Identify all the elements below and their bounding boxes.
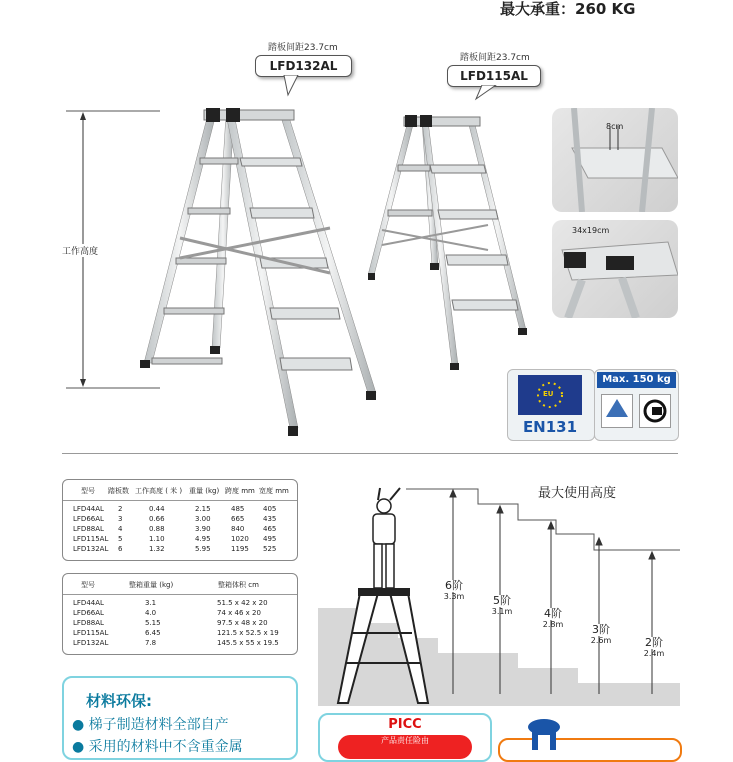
max-load-badge [594,369,679,441]
pack-table-cell: 51.5 x 42 x 20 [217,599,268,607]
tread-spacing-label: 踏板间距23.7cm [460,53,530,63]
working-height-label: 工作高度 [62,244,98,257]
worker-icon [524,713,564,750]
tread-width-label: 8cm [606,122,624,131]
spec-table-cell: 525 [263,545,277,553]
top-platform-label: 34x19cm [572,226,610,235]
spec-table-header [63,480,297,501]
pack-table-cell: LFD132AL [73,639,109,647]
spec-table-cell: 1.32 [149,545,165,553]
spec-header-cell: 宽度 mm [259,487,289,495]
feature-item-text: 采用的材料中不含重金属 [88,739,243,755]
spec-table-cell: 6 [118,545,123,553]
spec-table-cell: 0.66 [149,515,165,523]
height-level-steps: 3阶 [588,624,614,636]
pack-header-cell: 整箱重量 (kg) [129,581,174,589]
spec-header-cell: 型号 [81,487,95,495]
picc-insurance-box [318,713,492,762]
pack-header-cell: 整箱体积 cm [218,581,259,589]
height-level-value: 3.3m [443,592,465,601]
feature-item: ● 梯子制造材料全部自产 [72,717,229,733]
pack-table-cell: 4.0 [145,609,157,617]
pack-table-cell: LFD66AL [73,609,104,617]
callout-pointer [280,75,320,97]
pack-table-cell: 3.1 [145,599,157,607]
height-level-steps: 4阶 [540,608,566,620]
section-divider [62,453,678,454]
spec-table-cell: LFD66AL [73,515,104,523]
pack-table-cell: 7.8 [145,639,157,647]
ladder-lfd132al-image [130,108,390,443]
spec-table-cell: 405 [263,505,277,513]
height-chart-title: 最大使用高度 [538,486,617,501]
spec-table-cell: 5.95 [195,545,211,553]
spec-table [62,479,298,561]
spec-header-cell: 重量 (kg) [189,487,220,495]
tread-width-detail-photo [552,108,678,212]
eu-flag-icon [518,375,582,415]
height-level-value: 2.4m [643,649,665,658]
spec-table-cell: 3.00 [195,515,211,523]
spec-table-cell: 0.88 [149,525,165,533]
pack-table-cell: 5.15 [145,619,161,627]
packing-table [62,573,298,655]
spec-table-cell: 485 [231,505,245,513]
spec-table-cell: 465 [263,525,277,533]
eu-en131-badge [507,369,595,441]
top-platform-detail-photo [552,220,678,318]
height-level-value: 2.8m [542,620,564,629]
spec-table-cell: 4.95 [195,535,211,543]
spec-table-cell: 4 [118,525,123,533]
spec-table-cell: LFD115AL [73,535,109,543]
spec-header-cell: 工作高度 ( 米 ) [135,487,183,495]
spec-table-cell: 3 [118,515,123,523]
spec-header-cell: 跨度 mm [225,487,255,495]
spec-table-cell: 2 [118,505,123,513]
picc-title: PICC [388,717,422,732]
feature-item-text: 梯子制造材料全部自产 [88,717,229,733]
ladder-lfd115al-image [368,115,538,370]
feature-item: ● 采用的材料中不含重金属 [72,739,243,755]
spec-table-cell: 1020 [231,535,249,543]
pack-header-cell: 型号 [81,581,95,589]
en131-label: EN131 [522,418,578,436]
spec-table-cell: 840 [231,525,245,533]
height-level-steps: 6阶 [441,580,467,592]
model-callout-lfd132al [255,55,352,77]
spec-table-cell: LFD88AL [73,525,104,533]
pack-table-header [63,574,297,595]
eu-text: EU [543,390,554,398]
spec-table-cell: LFD132AL [73,545,109,553]
features-title: 材料环保: [86,692,152,710]
pack-table-cell: 145.5 x 55 x 19.5 [217,639,279,647]
pack-table-cell: LFD88AL [73,619,104,627]
model-callout-lfd115al [447,65,541,87]
callout-pointer [462,85,502,101]
spec-table-cell: 495 [263,535,277,543]
height-level-steps: 2阶 [641,637,667,649]
spec-table-cell: 0.44 [149,505,165,513]
picc-subtitle: 产品责任险由 [381,736,429,745]
max-load-caption: 最大承重：260 KG [500,0,636,18]
height-level-steps: 5阶 [489,595,515,607]
eco-materials-box [62,676,298,760]
height-level-value: 3.1m [491,607,513,616]
spec-table-cell: 1.10 [149,535,165,543]
spec-header-cell: 踏板数 [108,487,129,495]
picc-banner [338,735,472,759]
spec-table-cell: 1195 [231,545,249,553]
spec-table-cell: LFD44AL [73,505,104,513]
pack-table-cell: 74 x 46 x 20 [217,609,261,617]
max-load-badge-text: Max. 150 kg [597,372,676,388]
spec-table-cell: 665 [231,515,245,523]
pack-table-cell: 121.5 x 52.5 x 19 [217,629,279,637]
tread-spacing-label: 踏板间距23.7cm [268,43,338,53]
spec-table-cell: 5 [118,535,123,543]
spec-table-cell: 435 [263,515,277,523]
pack-table-cell: 6.45 [145,629,161,637]
pack-table-cell: LFD44AL [73,599,104,607]
height-level-value: 2.6m [590,636,612,645]
spec-table-cell: 3.90 [195,525,211,533]
max-height-diagram [318,478,682,706]
pack-table-cell: 97.5 x 48 x 20 [217,619,268,627]
model-callout-text: LFD132AL [269,59,338,73]
pack-table-cell: LFD115AL [73,629,109,637]
model-callout-text: LFD115AL [460,69,528,83]
gs-mark-icon [639,394,671,428]
tuv-mark-icon [601,394,633,428]
spec-table-cell: 2.15 [195,505,211,513]
